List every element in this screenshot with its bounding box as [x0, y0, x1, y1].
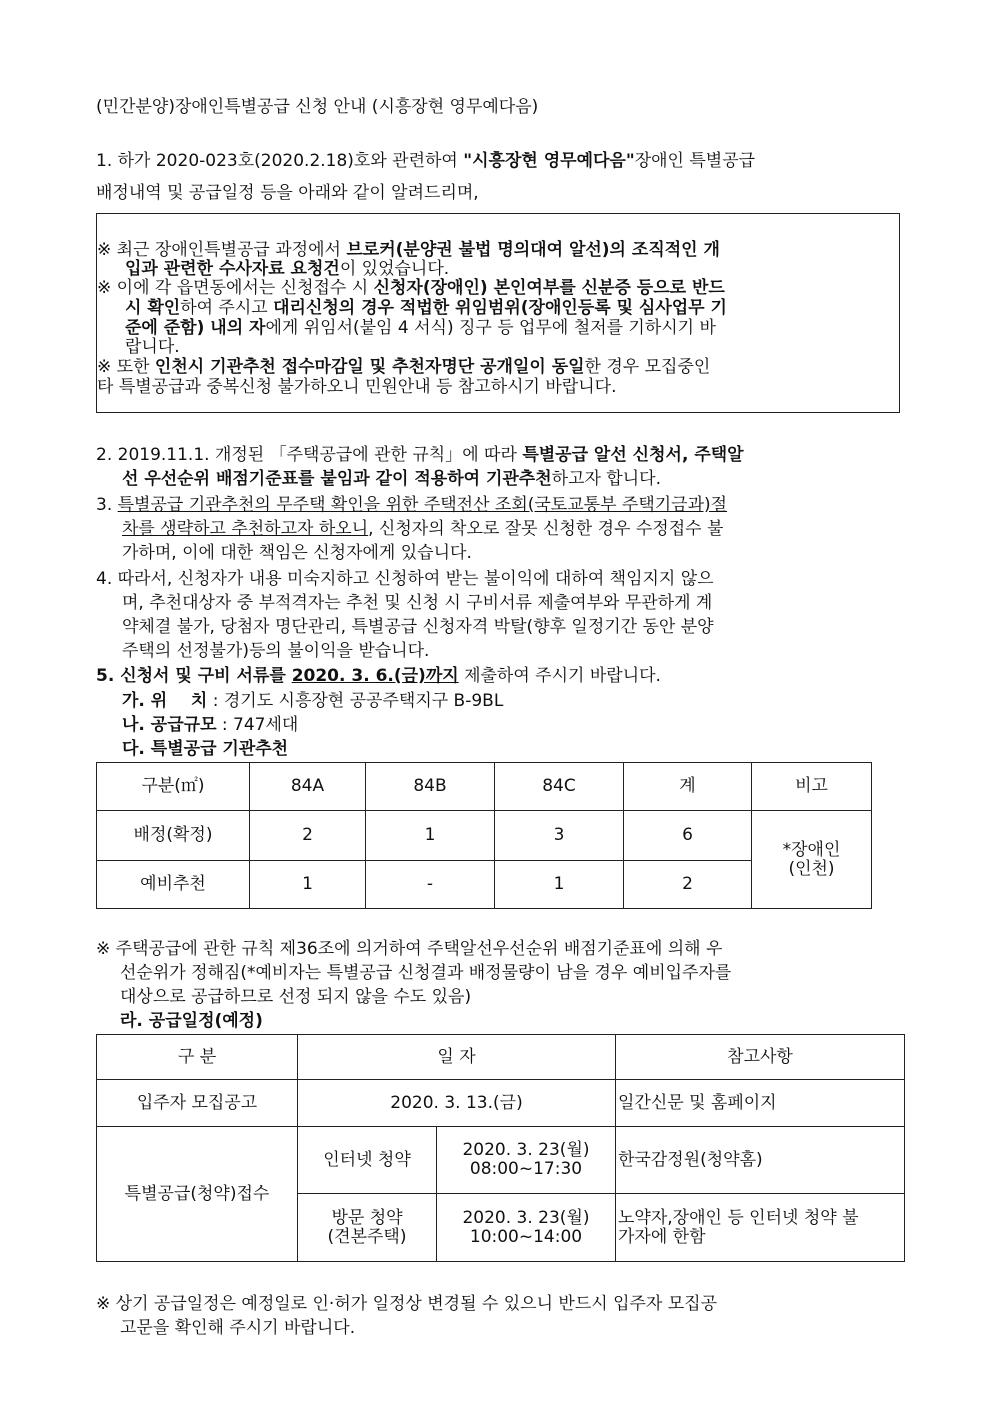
paragraph-4-line-1: 4. 따라서, 신청자가 내용 미숙지하고 신청하여 받는 불이익에 대하여 책임지지 않으: [96, 569, 714, 589]
notice-line-8: 타 특별공급과 중복신청 불가하오니 민원안내 등 참고하시기 바랍니다.: [97, 377, 617, 397]
table-header-cell: 참고사항: [616, 1035, 905, 1080]
table-cell: 예비추천: [97, 861, 250, 909]
notice-line-1: ※ 최근 장애인특별공급 과정에서 브로커(분양권 불법 명의대여 알선)의 조직적인 개: [97, 240, 720, 260]
paragraph-1-line-1: 1. 하가 2020-023호(2020.2.18)호와 관련하여 "시흥장현 영무예다음"장애인 특별공급: [96, 151, 756, 171]
paragraph-4-line-2: 며, 추천대상자 중 부적격자는 추천 및 신청 시 구비서류 제출여부와 무관하게 계: [122, 593, 713, 613]
paragraph-4-line-4: 주택의 선정불가)등의 불이익을 받습니다.: [122, 641, 430, 661]
table-header-cell: 84C: [495, 763, 624, 811]
table-header-row: [97, 763, 872, 811]
table-cell: 한국감정원(청약홈): [616, 1127, 905, 1194]
remarks-cell: *장애인 (인천): [752, 811, 872, 909]
paragraph-1-line-2: 배정내역 및 공급일정 등을 아래와 같이 알려드리며,: [96, 183, 479, 203]
supply-scale-line: 나. 공급규모 : 747세대: [122, 715, 299, 735]
note-2-line-2: 고문을 확인해 주시기 바랍니다.: [120, 1318, 356, 1338]
table-cell: 2020. 3. 23(월) 08:00~17:30: [437, 1127, 616, 1194]
table-cell: 인터넷 청약: [298, 1127, 437, 1194]
table-row: [97, 1080, 905, 1127]
table-cell: 배정(확정): [97, 811, 250, 861]
location-line: 가. 위 치 : 경기도 시흥장현 공공주택지구 B-9BL: [122, 691, 504, 711]
paragraph-2-line-1: 2. 2019.11.1. 개정된 「주택공급에 관한 규칙」에 따라 특별공급 알선 신청서, 주택알: [96, 445, 744, 465]
table-cell: 1: [250, 861, 366, 909]
table-cell: -: [366, 861, 495, 909]
note-1-line-1: ※ 주택공급에 관한 규칙 제36조에 의거하여 주택알선우선순위 배점기준표에 의해 우: [96, 939, 723, 959]
allocation-table: [96, 762, 872, 909]
table-cell: 2020. 3. 23(월) 10:00~14:00: [437, 1194, 616, 1262]
table-cell: 방문 청약 (견본주택): [298, 1194, 437, 1262]
notice-line-5: 준에 준함) 내의 자에게 위임서(붙임 4 서식) 징구 등 업무에 철저를 기하시기 바: [125, 318, 716, 338]
table-cell: 1: [366, 811, 495, 861]
schedule-heading: 라. 공급일정(예정): [120, 1011, 263, 1031]
table-header-cell: 계: [624, 763, 752, 811]
table-cell: 2: [250, 811, 366, 861]
paragraph-5-line-1: 5. 신청서 및 구비 서류를 2020. 3. 6.(금)까지 제출하여 주시기 바랍니다.: [96, 666, 661, 686]
table-cell: 6: [624, 811, 752, 861]
note-2-line-1: ※ 상기 공급일정은 예정일로 인·허가 일정상 변경될 수 있으니 반드시 입주자 모집공: [96, 1294, 718, 1314]
paragraph-4-line-3: 약체결 불가, 당첨자 명단관리, 특별공급 신청자격 박탈(향후 일정기간 동안 분양: [122, 617, 714, 637]
table-header-cell: 구 분: [97, 1035, 298, 1080]
table-row: [97, 811, 872, 861]
document-title: (민간분양)장애인특별공급 신청 안내 (시흥장현 영무예다음): [96, 97, 539, 117]
table-header-cell: 84B: [366, 763, 495, 811]
table-cell: 입주자 모집공고: [97, 1080, 298, 1127]
notice-line-3: ※ 이에 각 읍면동에서는 신청접수 시 신청자(장애인) 본인여부를 신분증 등으로 반드: [97, 278, 725, 298]
table-cell: 2020. 3. 13.(금): [298, 1080, 616, 1127]
table-row: [97, 1127, 905, 1194]
notice-line-4: 시 확인하여 주시고 대리신청의 경우 적법한 위임범위(장애인등록 및 심사업무 기: [125, 298, 727, 318]
note-1-line-3: 대상으로 공급하므로 선정 되지 않을 수도 있음): [120, 987, 472, 1007]
notice-line-7: ※ 또한 인천시 기관추천 접수마감일 및 추천자명단 공개일이 동일한 경우 모집중인: [97, 357, 711, 377]
notice-line-2: 입과 관련한 수사자료 요청건이 있었습니다.: [125, 259, 450, 279]
table-header-row: [97, 1035, 905, 1080]
table-cell: 1: [495, 861, 624, 909]
table-cell: 2: [624, 861, 752, 909]
table-cell: 특별공급(청약)접수: [97, 1127, 298, 1262]
paragraph-2-line-2: 선 우선순위 배점기준표를 붙임과 같이 적용하여 기관추천하고자 합니다.: [122, 469, 661, 489]
paragraph-3-line-1: 3. 특별공급 기관추천의 무주택 확인을 위한 주택전산 조회(국토교통부 주택기금과)절: [96, 495, 728, 515]
table-cell: 3: [495, 811, 624, 861]
paragraph-3-line-2: 차를 생략하고 추천하고자 하오니, 신청자의 착오로 잘못 신청한 경우 수정접수 불: [122, 519, 724, 539]
table-header-cell: 비고: [752, 763, 872, 811]
table-header-cell: 84A: [250, 763, 366, 811]
schedule-table: [96, 1034, 905, 1262]
table-cell: 일간신문 및 홈페이지: [616, 1080, 905, 1127]
special-supply-heading: 다. 특별공급 기관추천: [122, 739, 289, 759]
table-header-cell: 일 자: [298, 1035, 616, 1080]
note-1-line-2: 선순위가 정해짐(*예비자는 특별공급 신청결과 배정물량이 남을 경우 예비입주자를: [120, 963, 732, 983]
notice-line-6: 랍니다.: [125, 337, 180, 357]
table-header-cell: 구분(㎡): [97, 763, 250, 811]
table-cell: 노약자,장애인 등 인터넷 청약 불 가자에 한함: [616, 1194, 905, 1262]
paragraph-3-line-3: 가하며, 이에 대한 책임은 신청자에게 있습니다.: [122, 543, 472, 563]
